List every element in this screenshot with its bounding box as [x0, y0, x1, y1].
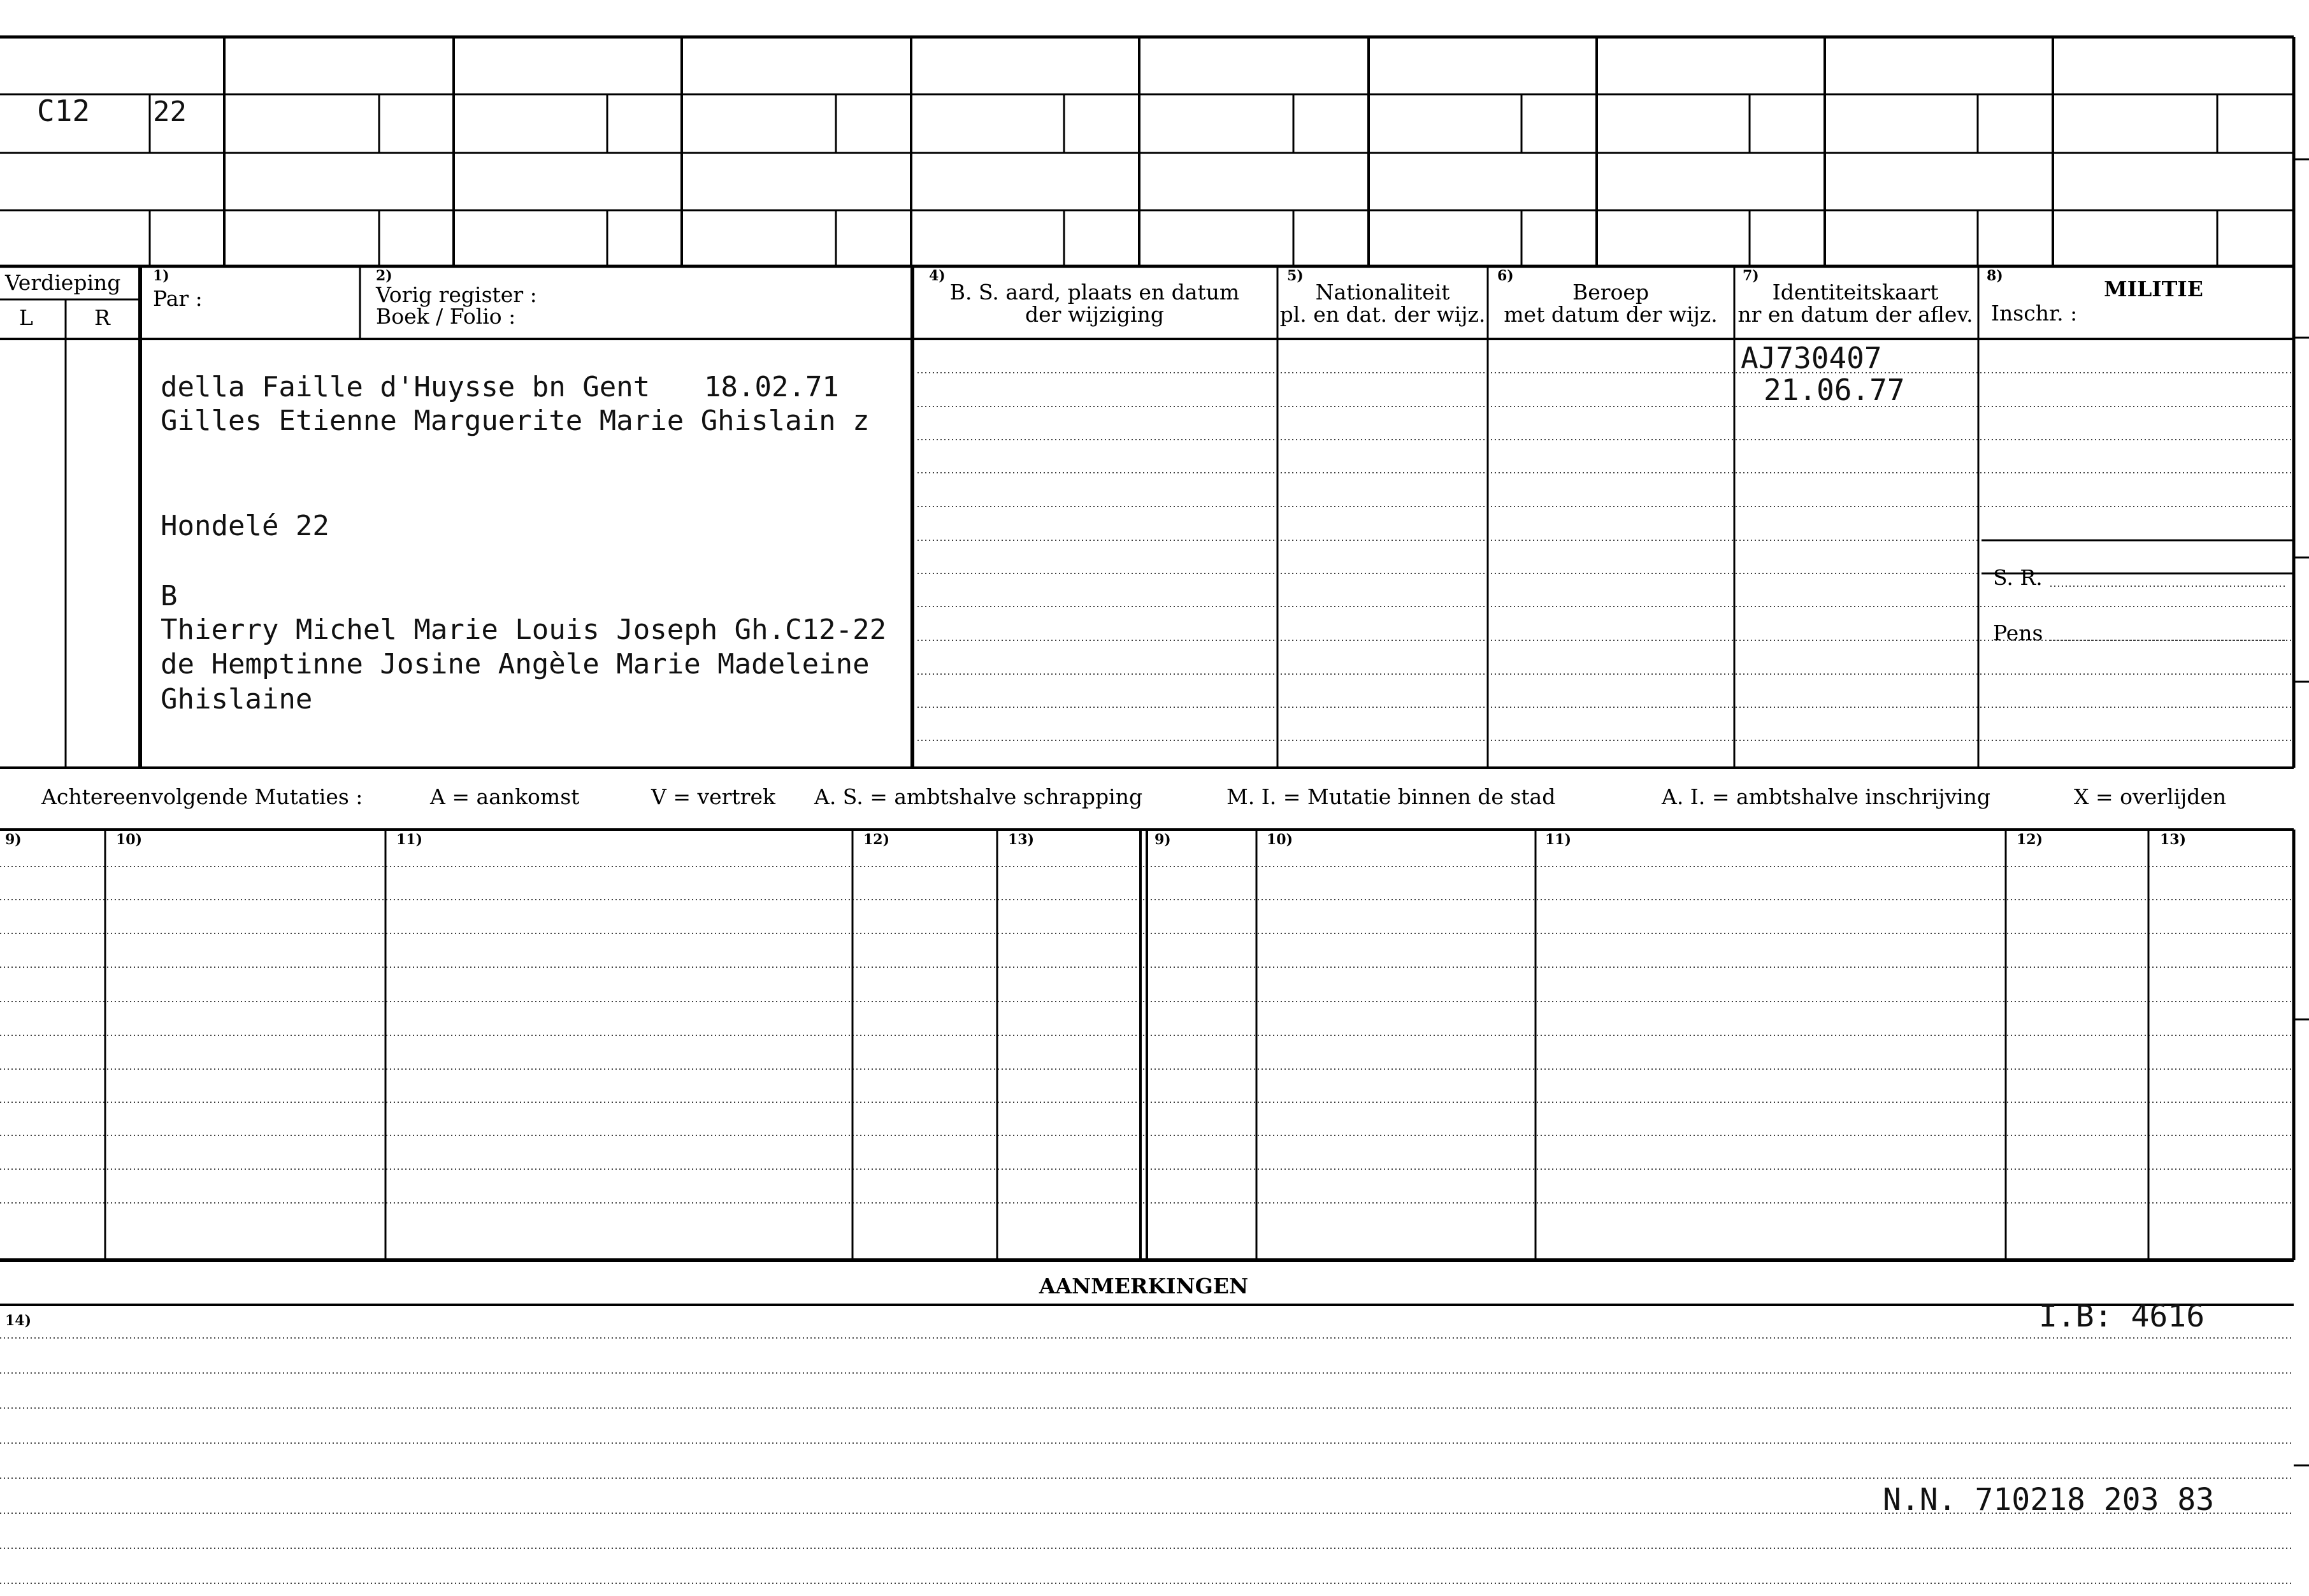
mut-right-col-10: 10) [1267, 831, 1293, 848]
verdieping-label: Verdieping [5, 270, 121, 295]
mut-left-col-10: 10) [116, 831, 143, 848]
top-code-right: 22 [153, 96, 187, 128]
legend-mi: M. I. = Mutatie binnen de stad [1226, 784, 1556, 809]
col7-line1: Identiteitskaart [1772, 280, 1939, 305]
mut-right-col-12: 12) [2017, 831, 2043, 848]
col8-title: MILITIE [2104, 277, 2203, 301]
body-dotted-lines [917, 373, 2294, 740]
col5-line1: Nationaliteit [1315, 280, 1450, 305]
col1-label: Par : [153, 286, 203, 311]
remarks-dotted-lines [0, 1338, 2294, 1583]
entry-relation: B [161, 580, 178, 612]
col6-number: 6) [1497, 268, 1514, 284]
entry-father: Thierry Michel Marie Louis Joseph Gh.C12-22 [161, 614, 887, 646]
mut-left-col-12: 12) [863, 831, 890, 848]
top-grid [0, 37, 2294, 266]
r-label: R [94, 305, 110, 330]
l-label: L [19, 305, 33, 330]
mut-left-col-11: 11) [396, 831, 423, 848]
col8-number: 8) [1987, 268, 2003, 284]
col2-line2: Boek / Folio : [376, 304, 516, 329]
col1-number: 1) [153, 268, 169, 284]
mut-right-col-11: 11) [1545, 831, 1572, 848]
entry-mother-cont: Ghislaine [161, 683, 313, 715]
mut-right-col-9: 9) [1154, 831, 1171, 848]
col5-line2: pl. en dat. der wijz. [1279, 302, 1486, 327]
col4-line1: B. S. aard, plaats en datum [949, 280, 1240, 305]
col8-label: Inschr. : [1991, 301, 2078, 326]
col7-line2: nr en datum der aflev. [1737, 302, 1973, 327]
entry-name: della Faille d'Huysse bn Gent [161, 371, 651, 403]
entry-mother: de Hemptinne Josine Angèle Marie Madeleine [161, 648, 870, 680]
edge-ticks [2294, 159, 2309, 1465]
militie-sr-label: S. R. [1993, 565, 2043, 590]
legend-as: A. S. = ambtshalve schrapping [814, 784, 1143, 809]
remarks-ib: I.B: 4616 [2039, 1298, 2205, 1334]
legend-ai: A. I. = ambtshalve inschrijving [1662, 784, 1991, 809]
legend-a: A = aankomst [430, 784, 580, 809]
col6-line1: Beroep [1572, 280, 1650, 305]
legend-title: Achtereenvolgende Mutaties : [41, 784, 363, 809]
mutations-table-lines [0, 830, 2294, 1260]
mut-right-col-13: 13) [2160, 831, 2187, 848]
col5-number: 5) [1287, 268, 1304, 284]
remarks-nn: N.N. 710218 203 83 [1883, 1482, 2215, 1518]
col7-number: 7) [1743, 268, 1759, 284]
remarks-title: AANMERKINGEN [1039, 1274, 1249, 1298]
col4-number: 4) [929, 268, 946, 284]
legend-x: X = overlijden [2074, 784, 2227, 809]
top-code-left: C12 [37, 94, 90, 128]
militie-pens-label: Pens [1993, 621, 2043, 645]
remarks-number: 14) [5, 1312, 32, 1329]
legend-v: V = vertrek [651, 784, 775, 809]
mut-left-col-9: 9) [5, 831, 22, 848]
col2-line1: Vorig register : [376, 282, 537, 307]
header-row-lines [0, 266, 2294, 768]
col2-number: 2) [376, 268, 392, 284]
mut-left-col-13: 13) [1008, 831, 1035, 848]
col6-line2: met datum der wijz. [1504, 302, 1718, 327]
col4-line2: der wijziging [1025, 302, 1164, 327]
entry-address: Hondelé 22 [161, 510, 329, 542]
id-card-date: 21.06.77 [1764, 373, 1905, 407]
entry-birth-date: 18.02.71 [704, 371, 839, 403]
entry-given-names: Gilles Etienne Marguerite Marie Ghislain z [161, 405, 870, 437]
id-card-number: AJ730407 [1741, 341, 1882, 375]
